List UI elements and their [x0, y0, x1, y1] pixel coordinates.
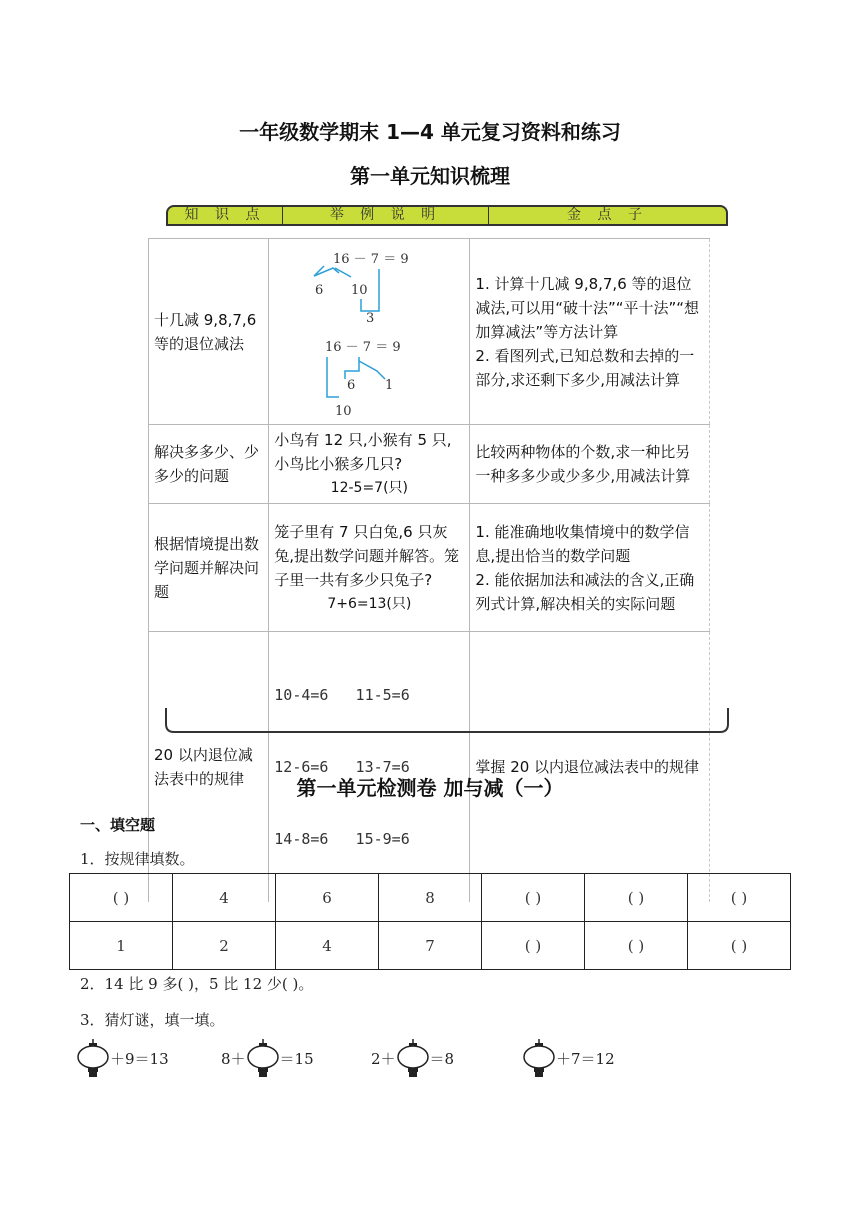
seq-cell[interactable]: ( ) [688, 874, 791, 922]
seq-cell: 6 [276, 874, 379, 922]
lantern-icon[interactable] [522, 1038, 556, 1078]
topic-cell: 20 以内退位减法表中的规律 [149, 632, 269, 903]
subtraction-line: 12-6=6 13-7=6 [274, 758, 410, 776]
lantern-icon[interactable] [396, 1038, 430, 1078]
seq-cell: 1 [70, 922, 173, 970]
example-text: 笼子里有 7 只白兔,6 只灰兔,提出数学问题并解答。笼子里一共有多少只兔子? [274, 522, 460, 589]
seq-cell: 8 [379, 874, 482, 922]
seq-cell[interactable]: ( ) [482, 922, 585, 970]
topic-cell: 十几减 9,8,7,6 等的退位减法 [149, 239, 269, 425]
example-equation: 12-5=7(只) [330, 480, 409, 496]
svg-text:10: 10 [351, 283, 368, 298]
seq-cell[interactable]: ( ) [482, 874, 585, 922]
table-row [149, 504, 710, 632]
svg-text:6: 6 [315, 283, 324, 298]
section-heading-fill-blank: 一、填空题 [80, 816, 156, 834]
seq-cell[interactable]: ( ) [585, 922, 688, 970]
break-ten-diagram [269, 239, 467, 417]
seq-cell: 4 [276, 922, 379, 970]
tips-cell: 掌握 20 以内退位减法表中的规律 [470, 632, 710, 903]
topic-cell: 根据情境提出数学问题并解决问题 [149, 504, 269, 632]
subtraction-line: 14-8=6 15-9=6 [274, 830, 410, 848]
eq2-text: 16 － 7 ＝ 9 [325, 340, 401, 355]
test-title: 第一单元检测卷 加与减（一） [296, 776, 564, 800]
header-tips: 金 点 子 [488, 205, 728, 226]
example-cell [269, 239, 470, 425]
lantern-riddle-2: 8＋ ＝15 [221, 1038, 314, 1078]
tips-cell: 1. 计算十几减 9,8,7,6 等的退位减法,可以用“破十法”“平十法”“想加算减法”等方法计算 2. 看图列式,已知总数和去掉的一部分,求还剩下多少,用减法计算 [470, 239, 710, 425]
sequence-table [69, 873, 791, 970]
example-cell [269, 425, 470, 504]
svg-text:10: 10 [335, 404, 352, 417]
knowledge-table [148, 238, 710, 902]
header-knowledge-point: 知 识 点 [166, 205, 284, 226]
split-line-second [327, 357, 339, 397]
knowledge-header-bar [166, 205, 728, 226]
section-title-unit1: 第一单元知识梳理 [350, 164, 510, 188]
seq-cell: 2 [173, 922, 276, 970]
svg-text:3: 3 [366, 311, 375, 326]
seq-cell[interactable]: ( ) [70, 874, 173, 922]
topic-cell: 解决多多少、少多少的问题 [149, 425, 269, 504]
table-row [149, 425, 710, 504]
tips-cell: 1. 能准确地收集情境中的数学信息,提出恰当的数学问题 2. 能依据加法和减法的含义,正确列式计算,解决相关的实际问题 [470, 504, 710, 632]
lantern-riddle-3: 2＋ ＝8 [371, 1038, 454, 1078]
lantern-riddle-4: ＋7＝12 [522, 1038, 615, 1078]
table-bottom-bracket [164, 706, 730, 736]
seq-cell[interactable]: ( ) [688, 922, 791, 970]
lantern-icon[interactable] [246, 1038, 280, 1078]
table-row [70, 874, 791, 922]
example-cell [269, 632, 470, 903]
question-2: 2．14 比 9 多( )，5 比 12 少( )。 [80, 975, 314, 993]
eq1-text: 16 － 7 ＝ 9 [333, 252, 409, 267]
question-3: 3．猜灯谜，填一填。 [80, 1011, 225, 1029]
table-row [149, 239, 710, 425]
svg-text:1: 1 [385, 378, 394, 393]
split-line-left [314, 266, 339, 276]
lantern-riddle-1: ＋9＝13 [76, 1038, 169, 1078]
table-row [70, 922, 791, 970]
document-title: 一年级数学期末 1—4 单元复习资料和练习 [239, 120, 621, 144]
subtraction-line: 10-4=6 11-5=6 [274, 686, 410, 704]
question-1: 1．按规律填数。 [80, 850, 195, 868]
seq-cell: 7 [379, 922, 482, 970]
example-equation: 7+6=13(只) [327, 595, 412, 612]
example-text: 小鸟有 12 只,小猴有 5 只,小鸟比小猴多几只? [274, 431, 452, 473]
seq-cell: 4 [173, 874, 276, 922]
tips-cell: 比较两种物体的个数,求一种比另一种多多少或少多少,用减法计算 [470, 425, 710, 504]
svg-text:6: 6 [347, 378, 356, 393]
example-cell [269, 504, 470, 632]
table-row [149, 632, 710, 903]
header-example: 举 例 说 明 [282, 205, 490, 226]
lantern-icon[interactable] [76, 1038, 110, 1078]
seq-cell[interactable]: ( ) [585, 874, 688, 922]
